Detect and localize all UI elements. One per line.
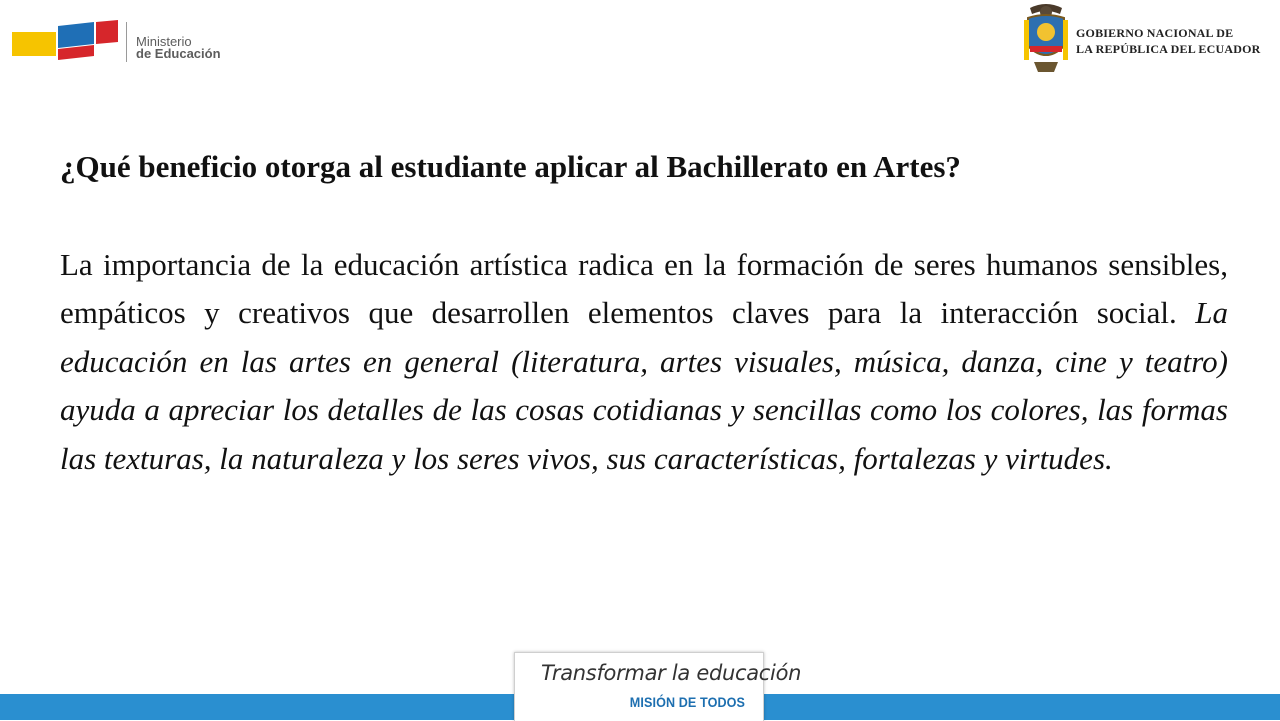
ministry-logo-text: [136, 36, 221, 60]
coat-of-arms-icon: [1020, 2, 1072, 76]
government-logo-line2: LA REPÚBLICA DEL ECUADOR: [1076, 42, 1261, 56]
logo-divider: [126, 22, 127, 62]
government-logo-text: [1076, 25, 1261, 57]
flag-icon: [10, 18, 122, 66]
ministry-logo-line1: Ministerio: [136, 34, 192, 49]
government-logo-line1: GOBIERNO NACIONAL DE: [1076, 26, 1234, 40]
slide-heading: ¿Qué beneficio otorga al estudiante aplicar al Bachillerato en Artes?: [60, 149, 961, 184]
government-logo: [1018, 0, 1280, 80]
campaign-badge: [514, 652, 802, 721]
slide-body: [60, 241, 1228, 483]
campaign-tagline: Transformar la educación: [541, 661, 802, 685]
campaign-mission: MISIÓN DE TODOS: [629, 694, 745, 710]
ministry-logo: [10, 14, 270, 70]
body-regular-text: La importancia de la educación artística radica en la formación de seres humanos sensibles, empáticos y creativos que desarrollen elementos claves para la interacción social.: [60, 247, 1228, 331]
ministry-logo-line2: de Educación: [136, 46, 221, 61]
body-italic-text: La educación en las artes en general (literatura, artes visuales, música, danza, cine y teatro) ayuda a apreciar los detalles de las cosas cotidianas y sencillas como los colores, las formas las texturas, la naturaleza y los seres vivos, sus características, fortalezas y virtudes.: [60, 295, 1228, 476]
